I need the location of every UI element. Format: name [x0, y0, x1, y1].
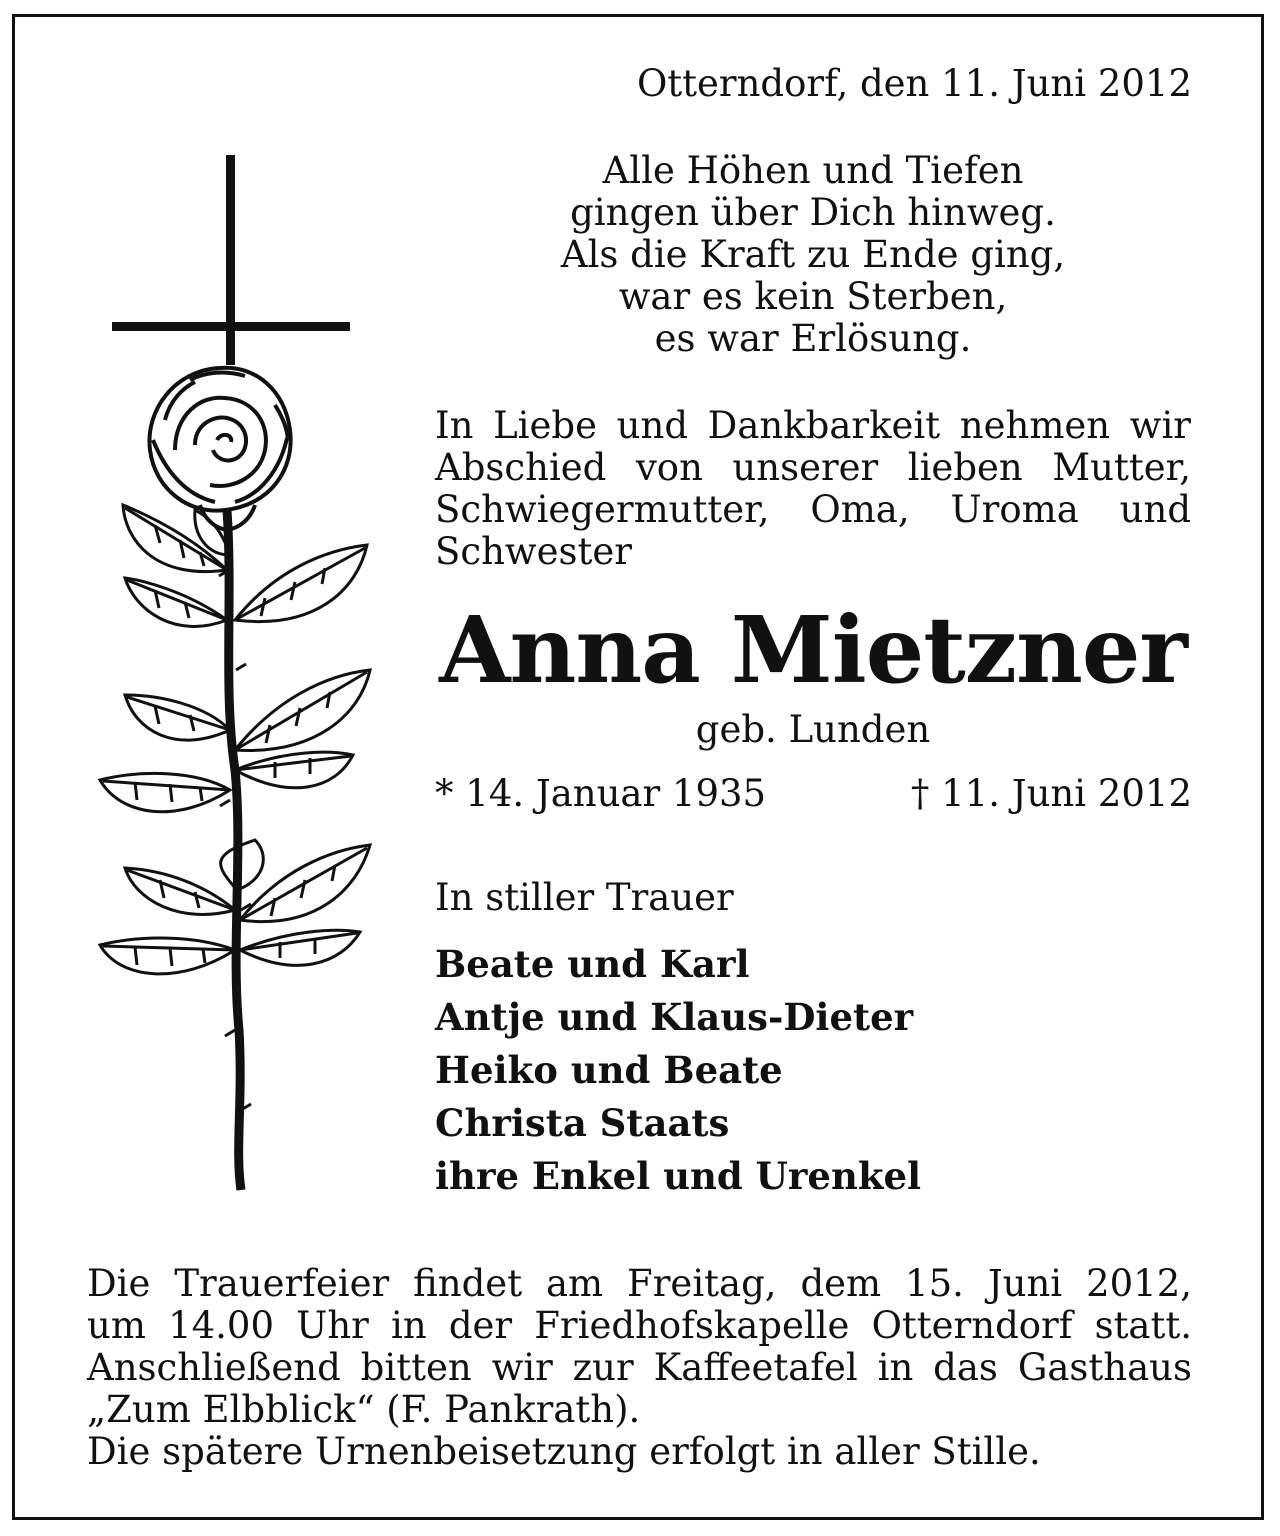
birth-date: * 14. Januar 1935 — [435, 772, 767, 815]
family-member: Antje und Klaus-Dieter — [435, 995, 914, 1039]
maiden-name: geb. Lunden — [695, 708, 931, 751]
funeral-line: um 14.00 Uhr in der Friedhofskapelle Otterndorf statt. — [87, 1304, 1192, 1347]
intro-line: In Liebe und Dankbarkeit nehmen wir — [435, 404, 1191, 447]
funeral-line: Anschließend bitten wir zur Kaffeetafel in das Gasthaus — [87, 1346, 1192, 1389]
place-date: Otterndorf, den 11. Juni 2012 — [636, 62, 1192, 105]
family-member: Heiko und Beate — [435, 1048, 783, 1092]
deceased-name: Anna Mietzner — [439, 596, 1187, 704]
rose-icon — [100, 368, 370, 1190]
poem-line: war es kein Sterben, — [618, 275, 1008, 318]
family-member: ihre Enkel und Urenkel — [435, 1154, 922, 1198]
death-date: † 11. Juni 2012 — [910, 772, 1192, 815]
family-member: Christa Staats — [435, 1101, 730, 1145]
poem-line: gingen über Dich hinweg. — [570, 191, 1056, 234]
mourning-heading: In stiller Trauer — [435, 876, 734, 919]
poem-line: Alle Höhen und Tiefen — [602, 149, 1024, 192]
intro-line: Schwester — [435, 530, 632, 573]
intro-text — [435, 405, 1191, 573]
poem — [435, 150, 1191, 360]
funeral-line: „Zum Elbblick“ (F. Pankrath). — [87, 1388, 641, 1431]
poem-line: es war Erlösung. — [654, 317, 972, 360]
intro-line: Abschied von unserer lieben Mutter, — [435, 446, 1191, 489]
family-list — [435, 938, 921, 1203]
funeral-line: Die Trauerfeier findet am Freitag, dem 15. Juni 2012, — [87, 1262, 1192, 1305]
cross-rose-artwork — [95, 150, 385, 1195]
intro-line: Schwiegermutter, Oma, Uroma und — [435, 488, 1191, 531]
funeral-info — [87, 1263, 1192, 1473]
poem-line: Als die Kraft zu Ende ging, — [560, 233, 1066, 276]
family-member: Beate und Karl — [435, 942, 750, 986]
funeral-line: Die spätere Urnenbeisetzung erfolgt in aller Stille. — [87, 1430, 1041, 1473]
cross-icon — [112, 155, 350, 365]
